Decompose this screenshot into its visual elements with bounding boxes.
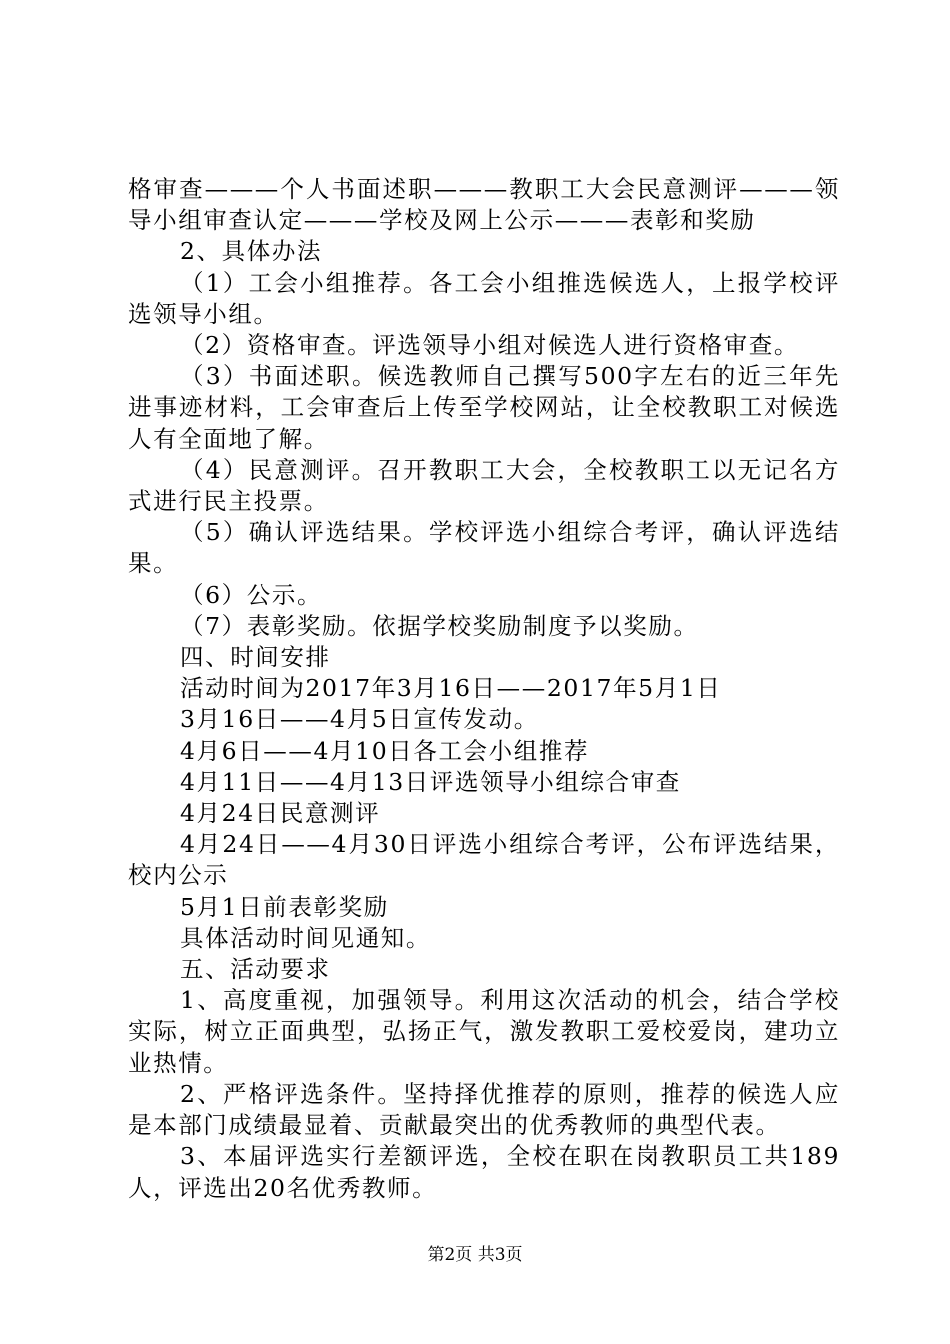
paragraph: 3、本届评选实行差额评选，全校在职在岗教职员工共189人，评选出20名优秀教师。 bbox=[128, 1142, 840, 1202]
paragraph: 4月6日——4月10日各工会小组推荐 bbox=[180, 736, 590, 765]
paragraph: （2）资格审查。评选领导小组对候选人进行资格审查。 bbox=[180, 331, 799, 360]
page-footer: 第2页 共3页 bbox=[427, 1245, 523, 1265]
paragraph: （7）表彰奖励。依据学校奖励制度予以奖励。 bbox=[180, 611, 699, 640]
paragraph: 五、活动要求 bbox=[180, 955, 331, 984]
paragraph: 4月24日民意测评 bbox=[180, 799, 381, 828]
paragraph: 4月11日——4月13日评选领导小组综合审查 bbox=[180, 767, 681, 796]
paragraph: 5月1日前表彰奖励 bbox=[180, 892, 389, 921]
paragraph: 3月16日——4月5日宣传发动。 bbox=[180, 705, 539, 734]
paragraph: （5）确认评选结果。学校评选小组综合考评，确认评选结果。 bbox=[128, 518, 840, 578]
paragraph: （1）工会小组推荐。各工会小组推选候选人，上报学校评选领导小组。 bbox=[128, 268, 840, 328]
paragraph: （6）公示。 bbox=[180, 580, 323, 609]
document-body bbox=[128, 174, 840, 1204]
paragraph: 具体活动时间见通知。 bbox=[180, 923, 431, 952]
paragraph: （3）书面述职。候选教师自己撰写500字左右的近三年先进事迹材料，工会审查后上传至学校网站，让全校教职工对候选人有全面地了解。 bbox=[128, 362, 840, 453]
paragraph: 四、时间安排 bbox=[180, 643, 331, 672]
paragraph: 2、严格评选条件。坚持择优推荐的原则，推荐的候选人应是本部门成绩最显着、贡献最突出的优秀教师的典型代表。 bbox=[128, 1079, 840, 1140]
paragraph: 1、高度重视，加强领导。利用这次活动的机会，结合学校实际，树立正面典型，弘扬正气，激发教职工爱校爱岗，建功立业热情。 bbox=[128, 986, 840, 1077]
paragraph: 活动时间为2017年3月16日——2017年5月1日 bbox=[180, 674, 722, 703]
paragraph: 4月24日——4月30日评选小组综合考评，公布评选结果，校内公示 bbox=[128, 830, 840, 890]
paragraph: 2、具体办法 bbox=[180, 237, 323, 266]
paragraph: （4）民意测评。召开教职工大会，全校教职工以无记名方式进行民主投票。 bbox=[128, 455, 840, 516]
paragraph: 格审查———个人书面述职———教职工大会民意测评———领导小组审查认定———学校及网上公示———表彰和奖励 bbox=[128, 175, 840, 235]
